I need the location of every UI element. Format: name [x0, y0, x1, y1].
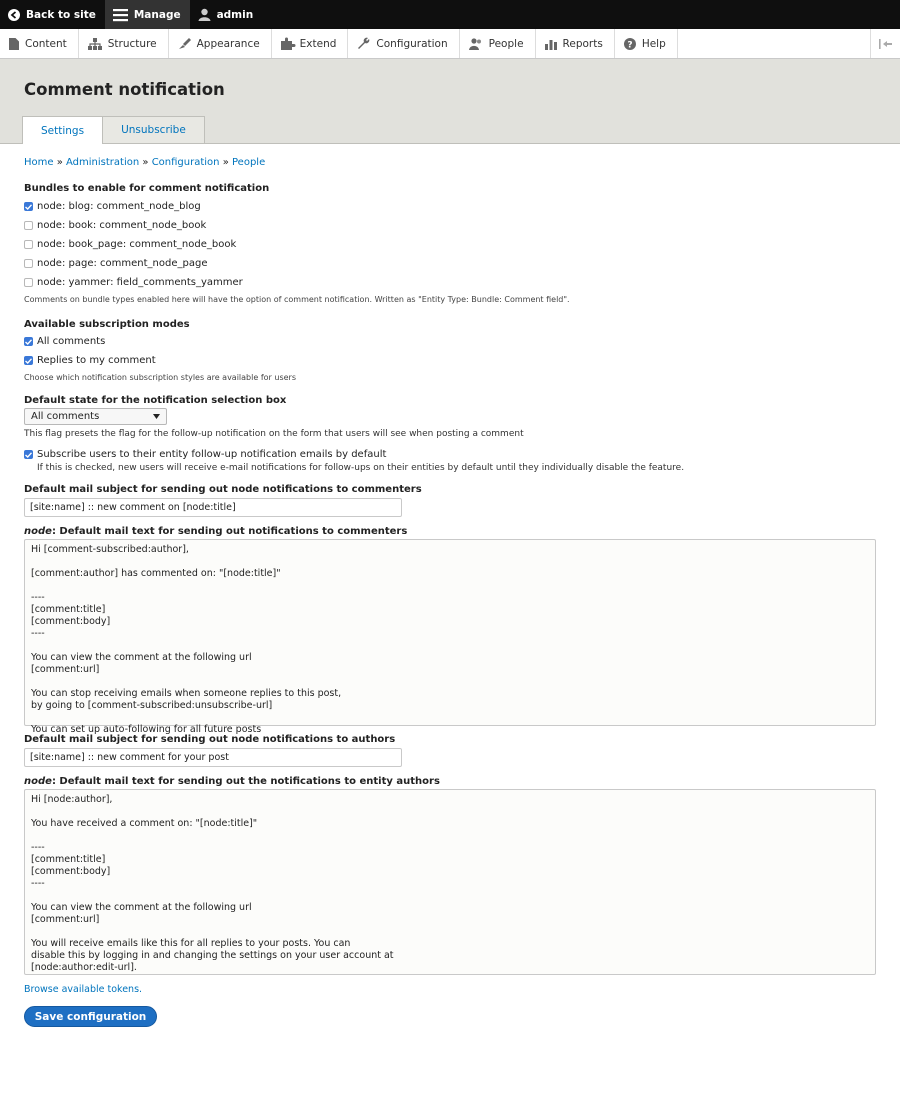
puzzle-icon — [281, 38, 294, 50]
tray-label: People — [488, 37, 524, 50]
back-to-site-link[interactable] — [0, 0, 105, 29]
default-state-label: Default state for the notification selection box — [24, 395, 287, 406]
commenter-subject-input[interactable]: [site:name] :: new comment on [node:title] — [24, 498, 402, 517]
breadcrumb-people[interactable]: People — [232, 157, 266, 168]
tray-item-structure[interactable] — [79, 29, 169, 58]
checkbox-label: node: yammer: field_comments_yammer — [37, 277, 243, 288]
tray-label: Content — [25, 37, 67, 50]
page-title: Comment notification — [24, 80, 225, 99]
manage-tab[interactable] — [105, 0, 190, 29]
bundle-checkbox-book[interactable] — [24, 216, 876, 235]
select-value: All comments — [31, 411, 100, 422]
checkbox-label: node: blog: comment_node_blog — [37, 201, 201, 212]
checkbox-label: node: book_page: comment_node_book — [37, 239, 237, 250]
checkbox-label: All comments — [37, 336, 106, 347]
hamburger-icon — [113, 9, 128, 21]
author-subject-input[interactable]: [site:name] :: new comment for your post — [24, 748, 402, 767]
svg-text:?: ? — [627, 40, 633, 50]
tray-item-configuration[interactable] — [348, 29, 459, 58]
save-configuration-button[interactable]: Save configuration — [24, 1006, 157, 1027]
primary-tabs — [22, 116, 205, 144]
author-subject-label: Default mail subject for sending out node notifications to authors — [24, 734, 396, 745]
tray-label: Appearance — [196, 37, 260, 50]
mode-checkbox-replies[interactable] — [24, 351, 876, 370]
checkbox-unchecked-icon — [24, 240, 33, 249]
tray-item-extend[interactable] — [272, 29, 349, 58]
main-content — [0, 157, 900, 1027]
back-arrow-icon — [8, 9, 20, 21]
tray-label: Configuration — [376, 37, 448, 50]
checkbox-label: node: book: comment_node_book — [37, 220, 207, 231]
breadcrumb: Home » Administration » Configuration » People — [24, 157, 266, 168]
checkbox-label: Replies to my comment — [37, 355, 156, 366]
tray-label: Extend — [299, 37, 337, 50]
default-state-description: This flag presets the flag for the follow-up notification on the form that users will see when posting a comment — [24, 429, 524, 439]
toolbar-tray — [0, 29, 900, 59]
tray-label: Reports — [562, 37, 603, 50]
bundles-label: Bundles to enable for comment notification — [24, 183, 270, 194]
breadcrumb-home[interactable]: Home — [24, 157, 54, 168]
checkbox-checked-icon — [24, 450, 33, 459]
sitemap-icon — [88, 38, 102, 50]
modes-label: Available subscription modes — [24, 319, 190, 330]
caret-down-icon — [153, 414, 160, 419]
bar-chart-icon — [545, 38, 557, 50]
people-icon — [469, 38, 483, 50]
tray-item-people[interactable] — [460, 29, 536, 58]
user-icon — [198, 8, 211, 21]
subscribe-default-description: If this is checked, new users will receive e-mail notifications for follow-ups on their entities by default until they individually disable the feature. — [37, 463, 685, 473]
tray-label: Help — [641, 37, 666, 50]
checkbox-label: Subscribe users to their entity follow-up notification emails by default — [37, 449, 387, 460]
toolbar-orientation-toggle[interactable] — [870, 29, 900, 58]
document-icon — [9, 38, 19, 50]
checkbox-unchecked-icon — [24, 221, 33, 230]
tray-item-content[interactable] — [0, 29, 79, 58]
back-to-site-label: Back to site — [26, 8, 96, 21]
bundle-checkbox-yammer[interactable] — [24, 273, 876, 292]
bundle-checkbox-page[interactable] — [24, 254, 876, 273]
tray-item-reports[interactable] — [536, 29, 615, 58]
user-label: admin — [216, 8, 254, 21]
bundle-checkbox-blog[interactable] — [24, 197, 876, 216]
tray-label: Structure — [107, 37, 157, 50]
browse-tokens-link[interactable]: Browse available tokens. — [24, 984, 143, 995]
tab-unsubscribe[interactable]: Unsubscribe — [102, 116, 205, 143]
wrench-icon — [357, 37, 370, 50]
checkbox-checked-icon — [24, 337, 33, 346]
tray-item-help[interactable] — [615, 29, 678, 58]
breadcrumb-administration[interactable]: Administration — [66, 157, 140, 168]
author-text-label — [24, 776, 876, 787]
tab-settings[interactable]: Settings — [22, 116, 103, 144]
subscribe-default-checkbox[interactable] — [24, 445, 876, 464]
checkbox-unchecked-icon — [24, 259, 33, 268]
help-icon — [624, 38, 636, 50]
user-menu[interactable] — [190, 0, 263, 29]
checkbox-checked-icon — [24, 356, 33, 365]
bundle-checkbox-book-page[interactable] — [24, 235, 876, 254]
checkbox-label: node: page: comment_node_page — [37, 258, 208, 269]
paintbrush-icon — [178, 38, 191, 50]
admin-toolbar — [0, 0, 900, 29]
manage-label: Manage — [133, 8, 181, 21]
page-header — [0, 59, 900, 144]
label-emphasis: node — [24, 776, 52, 787]
bundles-description: Comments on bundle types enabled here will have the option of comment notification. Written as "Entity Type: Bundle: Comment field". — [24, 295, 570, 304]
tray-item-appearance[interactable] — [169, 29, 272, 58]
checkbox-checked-icon — [24, 202, 33, 211]
mode-checkbox-all-comments[interactable] — [24, 332, 876, 351]
default-state-select[interactable] — [24, 408, 167, 425]
commenter-text-label — [24, 526, 876, 537]
author-text-textarea[interactable]: Hi [node:author], You have received a comment on: "[node:title]" ---- [comment:title] [comment:body] ---- You can view the comment at the following url [comment:url] You will receive emails like this for all replies to your posts. You can disable this by logging in and changing the settings on your user account at [node:author:edit-url]. — [24, 789, 876, 975]
checkbox-unchecked-icon — [24, 278, 33, 287]
label-text: : Default mail text for sending out notifications to commenters — [51, 526, 408, 537]
breadcrumb-configuration[interactable]: Configuration — [151, 157, 220, 168]
label-emphasis: node — [24, 526, 52, 537]
commenter-text-textarea[interactable]: Hi [comment-subscribed:author], [comment:author] has commented on: "[node:title]" ---- [comment:title] [comment:body] ---- You can view the comment at the following url [comment:url] You can stop receiving emails when someone replies to this post, by going to [comment-subscribed:unsubscribe-url] You can set up auto-following for all future posts — [24, 539, 876, 726]
label-text: : Default mail text for sending out the notifications to entity authors — [51, 776, 440, 787]
modes-description: Choose which notification subscription styles are available for users — [24, 373, 296, 382]
collapse-left-icon — [879, 39, 893, 49]
commenter-subject-label: Default mail subject for sending out node notifications to commenters — [24, 484, 422, 495]
